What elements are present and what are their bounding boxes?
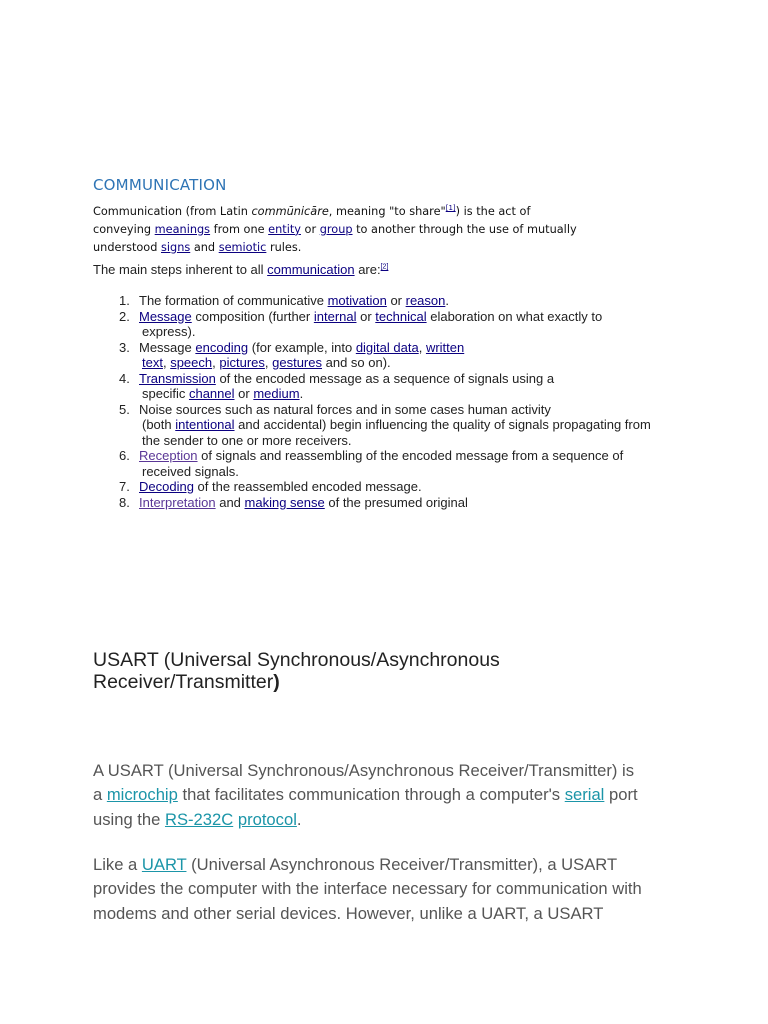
list-item	[112, 340, 682, 371]
paragraph-text: modems and other serial devices. However, unlike a UART, a USART	[93, 903, 604, 923]
step-text: or	[386, 293, 406, 308]
step-text: (for example, into	[248, 339, 356, 355]
heading-text: Receiver/Transmitter	[93, 671, 274, 693]
intro-text: and	[190, 240, 219, 254]
link-signs[interactable]: signs	[161, 240, 191, 254]
list-number: 1.	[119, 293, 130, 308]
link-intentional[interactable]: intentional	[175, 417, 235, 432]
link-medium[interactable]: medium	[253, 386, 300, 401]
link-written[interactable]: written	[425, 339, 465, 355]
intro-text: ) is the act of	[455, 204, 531, 218]
step-text: Message	[139, 339, 196, 355]
step-text: of the encoded message as a sequence of signals using a	[215, 370, 555, 386]
link-decoding[interactable]: Decoding	[139, 479, 194, 494]
step-text: ,	[212, 355, 220, 370]
link-reason[interactable]: reason	[405, 293, 446, 308]
step-text: and	[215, 494, 245, 510]
list-number: 6.	[119, 448, 130, 463]
step-text: the sender to one or more receivers.	[142, 432, 352, 448]
step-text: .	[299, 386, 304, 401]
communication-heading: COMMUNICATION	[93, 176, 227, 194]
list-number: 5.	[119, 401, 130, 417]
list-item	[112, 371, 682, 402]
link-semiotic[interactable]: semiotic	[218, 240, 267, 254]
link-interpretation[interactable]: Interpretation	[139, 494, 216, 510]
reference-link-2[interactable]: [2]	[380, 263, 389, 271]
step-text: express).	[142, 324, 196, 339]
paragraph-text: provides the computer with the interface necessary for communication with	[93, 879, 642, 899]
step-text: elaboration on what exactly to	[426, 308, 603, 324]
list-number: 8.	[119, 494, 130, 510]
list-number: 7.	[119, 479, 130, 494]
link-channel[interactable]: channel	[188, 386, 235, 401]
link-meanings[interactable]: meanings	[154, 222, 211, 236]
steps-lead-paragraph	[93, 262, 388, 277]
link-pictures[interactable]: pictures	[219, 355, 265, 370]
reference-link-1[interactable]: [1]	[445, 204, 456, 212]
intro-text: from one	[210, 222, 269, 236]
lead-text: The main steps inherent to all	[93, 262, 268, 277]
link-transmission[interactable]: Transmission	[139, 370, 216, 386]
link-speech[interactable]: speech	[170, 355, 213, 370]
link-group[interactable]: group	[319, 222, 353, 236]
link-technical[interactable]: technical	[375, 308, 427, 324]
link-encoding[interactable]: encoding	[195, 339, 249, 355]
communication-intro	[93, 199, 653, 257]
link-rs232c[interactable]: RS-232C	[164, 809, 234, 829]
step-text: of signals and reassembling of the encoded message from a sequence of	[197, 448, 624, 463]
heading-text: )	[273, 671, 280, 693]
list-item	[112, 448, 682, 479]
step-text: ,	[264, 355, 273, 370]
step-text: or	[356, 308, 376, 324]
intro-text: Communication (from Latin	[93, 204, 252, 218]
paragraph-text: using the	[93, 809, 165, 829]
usart-paragraph-2	[93, 853, 683, 926]
link-internal[interactable]: internal	[313, 308, 357, 324]
link-microchip[interactable]: microchip	[106, 785, 178, 805]
link-serial[interactable]: serial	[564, 785, 605, 805]
step-text: .	[445, 293, 449, 308]
step-text: composition (further	[191, 308, 314, 324]
list-item	[112, 495, 682, 511]
intro-text: , meaning "to share"	[328, 204, 446, 218]
intro-text: rules.	[266, 240, 302, 254]
link-motivation[interactable]: motivation	[327, 293, 387, 308]
step-text: (both	[142, 417, 176, 432]
step-text: of the presumed original	[324, 494, 468, 510]
intro-text: understood	[93, 240, 161, 254]
link-text[interactable]: text	[142, 355, 163, 370]
step-text: and so on).	[322, 355, 391, 370]
intro-text: or	[300, 222, 320, 236]
intro-latin-term: commūnicāre	[251, 204, 329, 218]
step-text: of the reassembled encoded message.	[193, 479, 422, 494]
step-text: Noise sources such as natural forces and in some cases human activity	[139, 401, 551, 417]
list-item	[112, 402, 682, 449]
list-number: 2.	[119, 308, 130, 324]
paragraph-text: .	[296, 809, 302, 829]
link-digital-data[interactable]: digital data	[355, 339, 419, 355]
paragraph-text: that facilitates communication through a computer's	[177, 785, 565, 805]
lead-text: are:	[354, 262, 381, 277]
link-communication[interactable]: communication	[267, 262, 355, 277]
link-gestures[interactable]: gestures	[272, 355, 322, 370]
list-number: 4.	[119, 370, 130, 386]
paragraph-text: (Universal Asynchronous Receiver/Transmitter), a USART	[186, 855, 618, 874]
step-text: The formation of communicative	[139, 293, 328, 308]
step-text: received signals.	[142, 463, 239, 479]
paragraph-text: a	[93, 785, 107, 805]
communication-steps-list	[112, 293, 682, 510]
list-item	[112, 479, 682, 495]
link-reception[interactable]: Reception	[139, 448, 198, 463]
link-uart[interactable]: UART	[141, 855, 187, 874]
paragraph-text: port	[604, 785, 638, 805]
link-making-sense[interactable]: making sense	[244, 494, 325, 510]
step-text: ,	[162, 355, 171, 370]
usart-heading	[93, 649, 653, 693]
heading-text: USART (Universal Synchronous/Asynchronous	[93, 649, 500, 671]
step-text: ,	[418, 339, 426, 355]
step-text: and accidental) begin influencing the quality of signals propagating from	[234, 417, 651, 432]
step-text: or	[234, 386, 254, 401]
intro-text: to another through the use of mutually	[352, 222, 577, 236]
link-protocol[interactable]: protocol	[237, 809, 297, 829]
usart-paragraph-1	[93, 759, 683, 832]
list-item	[112, 309, 682, 340]
link-message[interactable]: Message	[139, 308, 192, 324]
list-number: 3.	[119, 339, 130, 355]
link-entity[interactable]: entity	[268, 222, 301, 236]
paragraph-text: Like a	[93, 855, 142, 874]
step-text: specific	[142, 386, 189, 401]
intro-text: conveying	[93, 222, 155, 236]
paragraph-text: A USART (Universal Synchronous/Asynchronous Receiver/Transmitter) is	[93, 761, 635, 780]
list-item	[112, 293, 682, 309]
